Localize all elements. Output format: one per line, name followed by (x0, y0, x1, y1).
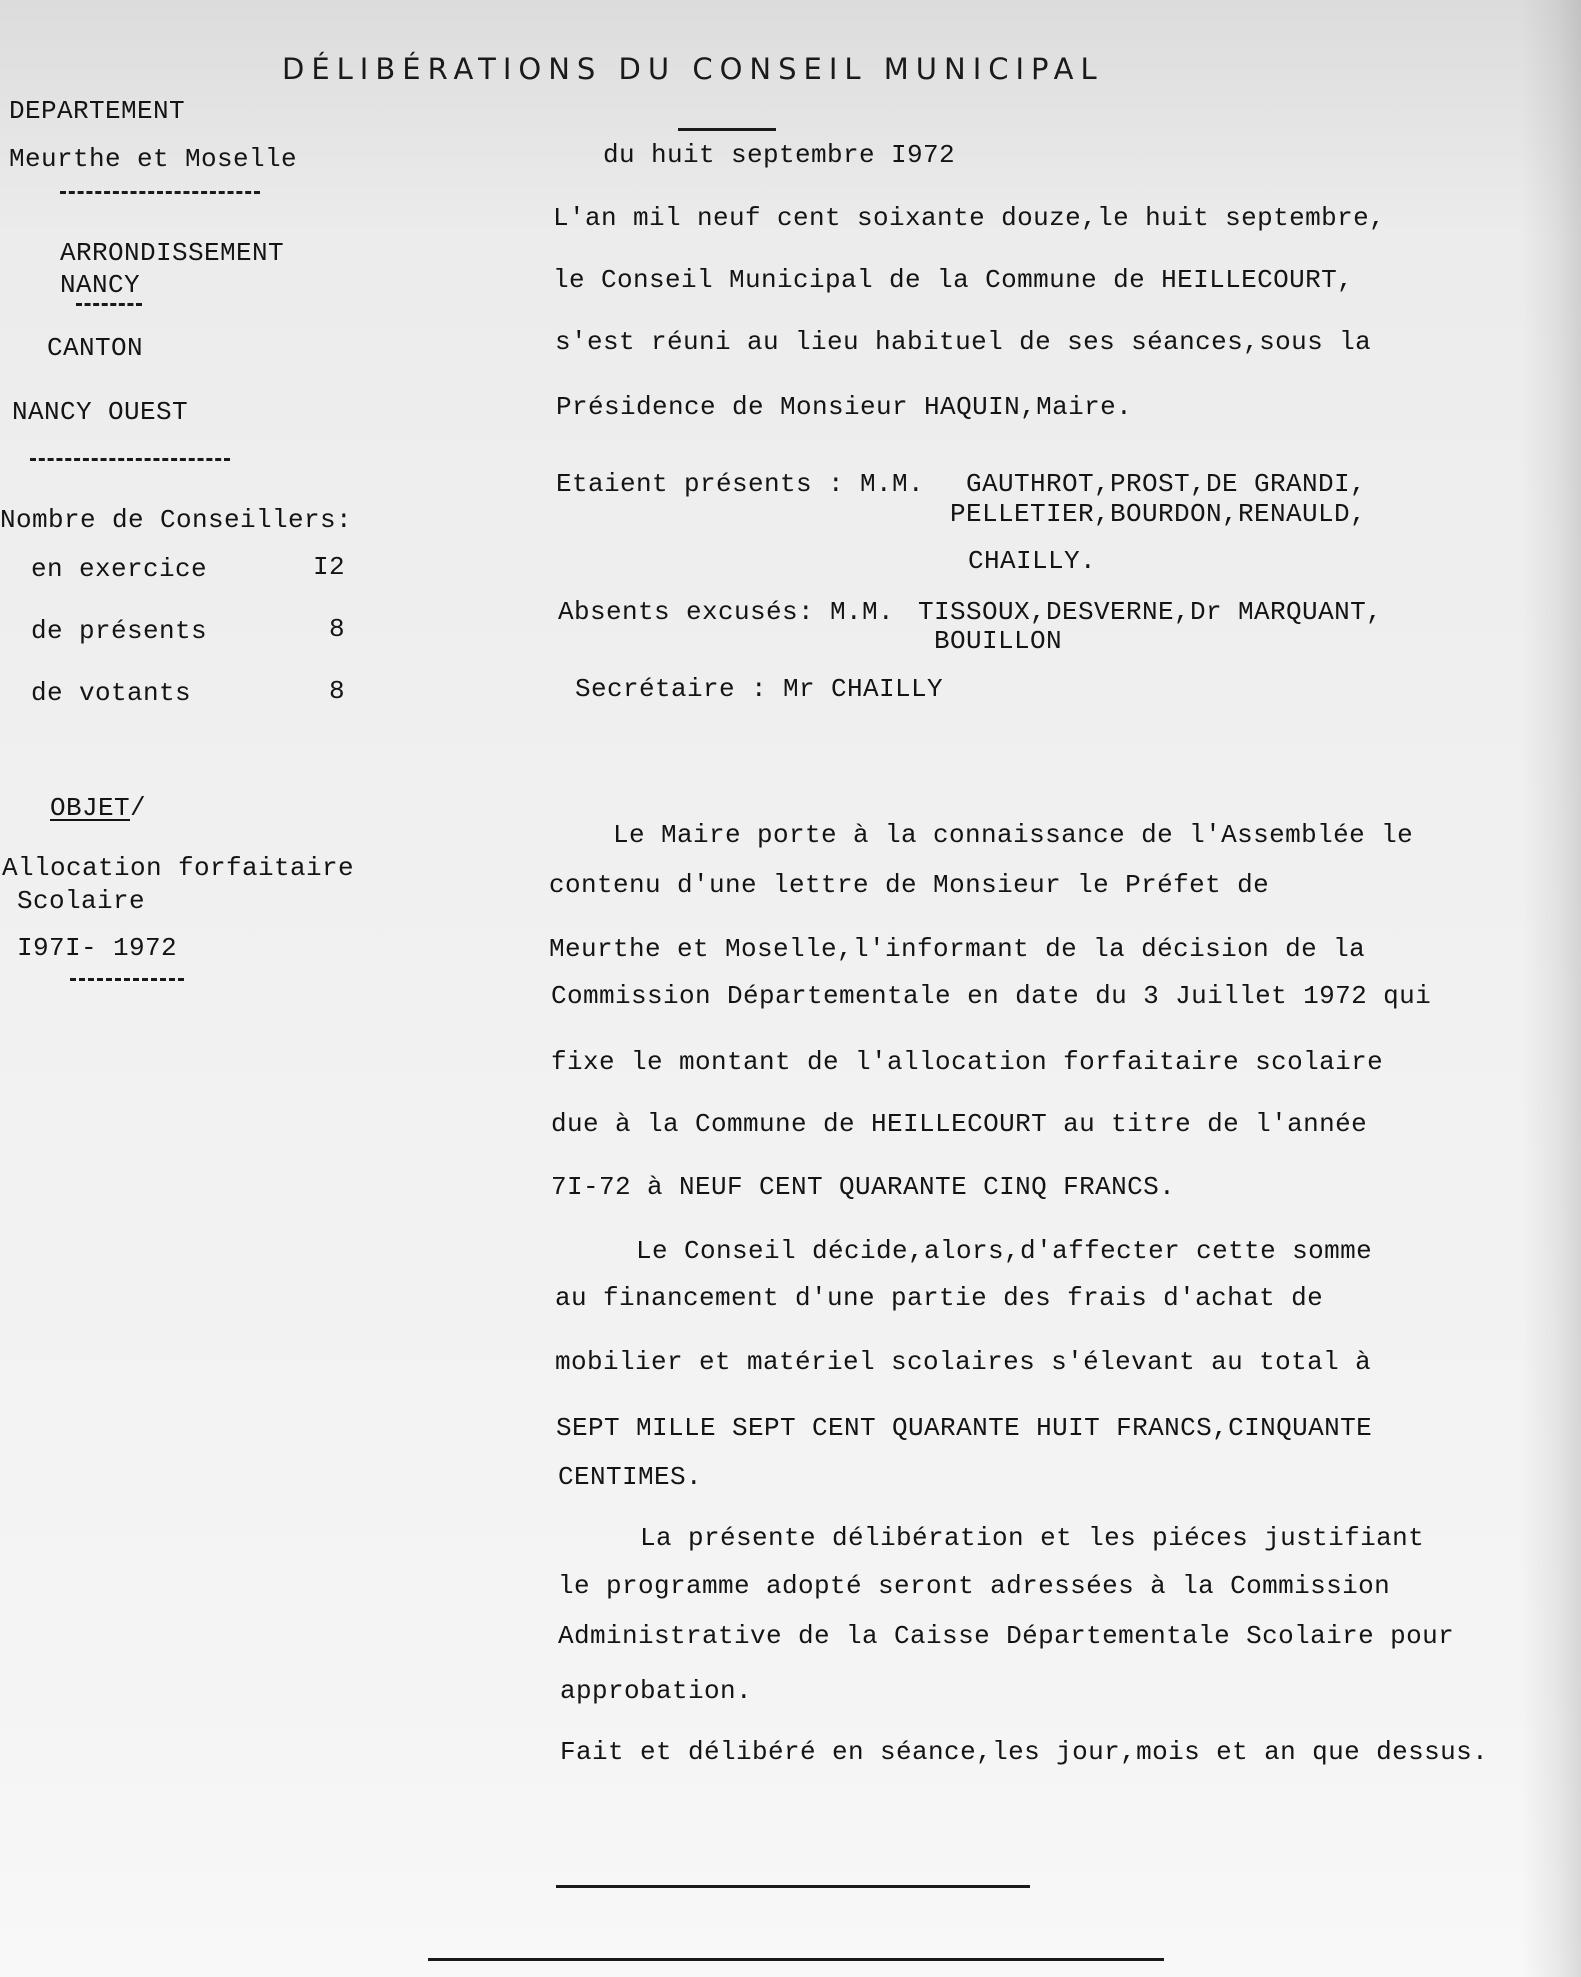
arrondissement-divider (76, 303, 142, 306)
body-line-2: contenu d'une lettre de Monsieur le Préfet de (549, 870, 1270, 900)
page-edge-shadow (1521, 0, 1581, 1977)
objet-line-3: I97I- 1972 (17, 933, 178, 963)
absents-line-1: TISSOUX,DESVERNE,Dr MARQUANT, (918, 597, 1383, 627)
body-line-3: Meurthe et Moselle,l'informant de la décision de la (549, 934, 1366, 964)
presents-line-2: PELLETIER,BOURDON,RENAULD, (950, 499, 1367, 529)
body-line-16: approbation. (560, 1676, 753, 1706)
body-line-1: Le Maire porte à la connaissance de l'Assemblée le (613, 820, 1414, 850)
signature-rule-2 (428, 1958, 1164, 1961)
title-underline (678, 128, 776, 131)
objet-line-2: Scolaire (17, 886, 146, 916)
count-label-en-exercice: en exercice (31, 554, 208, 584)
count-value-votants: 8 (328, 676, 345, 706)
conseillers-label: Nombre de Conseillers: (0, 505, 353, 535)
absents-label: Absents excusés: M.M. (558, 597, 895, 627)
presents-line-1: GAUTHROT,PROST,DE GRANDI, (966, 469, 1367, 499)
body-line-7: 7I-72 à NEUF CENT QUARANTE CINQ FRANCS. (551, 1172, 1176, 1202)
body-line-11: SEPT MILLE SEPT CENT QUARANTE HUIT FRANCS,CINQUANTE (556, 1413, 1373, 1443)
body-line-6: due à la Commune de HEILLECOURT au titre de l'année (551, 1109, 1368, 1139)
meeting-date: du huit septembre I972 (603, 140, 956, 170)
count-label-presents: de présents (31, 616, 208, 646)
intro-line-3: s'est réuni au lieu habituel de ses séances,sous la (555, 327, 1372, 357)
canton-value: NANCY OUEST (12, 397, 189, 427)
objet-divider (70, 978, 184, 981)
body-line-14: le programme adopté seront adressées à la Commission (558, 1571, 1391, 1601)
departement-label: DEPARTEMENT (9, 96, 186, 126)
body-line-12: CENTIMES. (558, 1462, 703, 1492)
body-line-5: fixe le montant de l'allocation forfaitaire scolaire (551, 1047, 1384, 1077)
body-line-15: Administrative de la Caisse Départementale Scolaire pour (558, 1621, 1455, 1651)
intro-line-4: Présidence de Monsieur HAQUIN,Maire. (556, 392, 1133, 422)
departement-value: Meurthe et Moselle (9, 144, 298, 174)
body-line-10: mobilier et matériel scolaires s'élevant au total à (555, 1347, 1372, 1377)
objet-label: OBJET (50, 793, 131, 823)
objet-line-1: Allocation forfaitaire (2, 853, 355, 883)
objet-heading (50, 793, 146, 823)
body-line-9: au financement d'une partie des frais d'achat de (555, 1283, 1324, 1313)
absents-line-2: BOUILLON (934, 626, 1063, 656)
arrondissement-label: ARRONDISSEMENT (60, 238, 285, 268)
canton-label: CANTON (47, 333, 144, 363)
arrondissement-value: NANCY (60, 270, 141, 300)
count-value-en-exercice: I2 (312, 552, 345, 582)
objet-slash: / (130, 793, 147, 823)
body-line-13: La présente délibération et les piéces justifiant (640, 1523, 1425, 1553)
secretaire-line: Secrétaire : Mr CHAILLY (575, 674, 944, 704)
departement-divider (60, 191, 260, 194)
presents-label: Etaient présents : M.M. (556, 469, 925, 499)
presents-line-3: CHAILLY. (968, 546, 1097, 576)
intro-line-2: le Conseil Municipal de la Commune de HEILLECOURT, (553, 265, 1354, 295)
intro-line-1: L'an mil neuf cent soixante douze,le huit septembre, (553, 203, 1386, 233)
body-line-4: Commission Départementale en date du 3 Juillet 1972 qui (551, 981, 1432, 1011)
body-line-17: Fait et délibéré en séance,les jour,mois et an que dessus. (560, 1737, 1489, 1767)
count-value-presents: 8 (328, 614, 345, 644)
canton-divider (30, 458, 230, 461)
document-title: DÉLIBÉRATIONS DU CONSEIL MUNICIPAL (282, 52, 1104, 86)
count-label-votants: de votants (31, 678, 192, 708)
signature-rule-1 (556, 1885, 1030, 1888)
body-line-8: Le Conseil décide,alors,d'affecter cette somme (636, 1236, 1373, 1266)
